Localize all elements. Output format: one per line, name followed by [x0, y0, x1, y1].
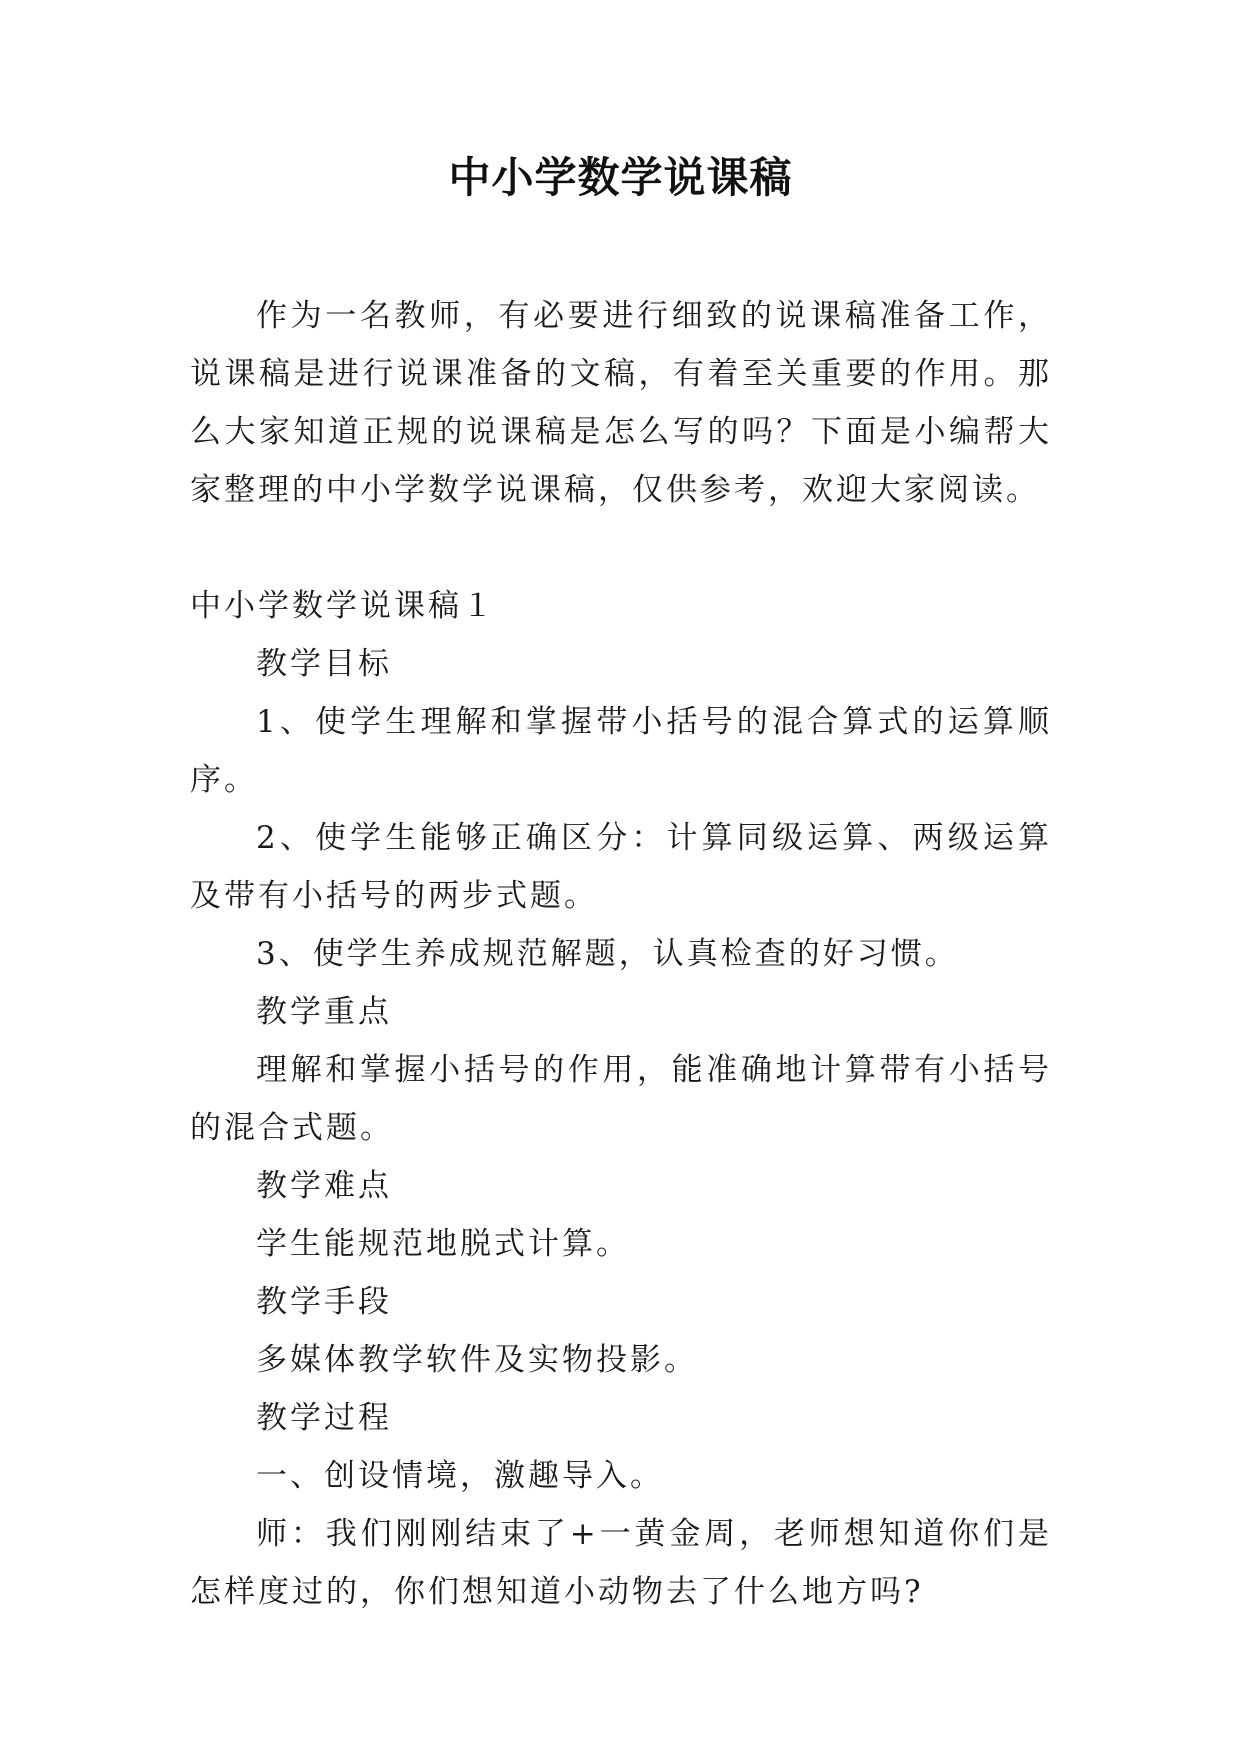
- teacher-dialogue: 师：我们刚刚结束了+一黄金周，老师想知道你们是怎样度过的，你们想知道小动物去了什么地方吗?: [190, 1516, 1052, 1610]
- subheading-objectives: 教学目标: [256, 646, 392, 682]
- difficulties-text: 学生能规范地脱式计算。: [256, 1226, 630, 1262]
- objective-3: 3、使学生养成规范解题，认真检查的好习惯。: [256, 936, 959, 972]
- means-text: 多媒体教学软件及实物投影。: [256, 1342, 698, 1378]
- objective-2: 2、使学生能够正确区分：计算同级运算、两级运算及带有小括号的两步式题。: [190, 820, 1052, 914]
- section-heading: 中小学数学说课稿１: [190, 588, 496, 624]
- key-points-text: 理解和掌握小括号的作用，能准确地计算带有小括号的混合式题。: [190, 1052, 1052, 1146]
- subheading-means: 教学手段: [256, 1284, 392, 1320]
- subheading-process: 教学过程: [256, 1400, 392, 1436]
- intro-paragraph: 作为一名教师，有必要进行细致的说课稿准备工作，说课稿是进行说课准备的文稿，有着至关重要的作用。那么大家知道正规的说课稿是怎么写的吗？下面是小编帮大家整理的中小学数学说课稿，仅供参考，欢迎大家阅读。: [190, 298, 1052, 508]
- objective-1: 1、使学生理解和掌握带小括号的混合算式的运算顺序。: [190, 704, 1052, 798]
- document-body: [190, 287, 1052, 1621]
- document-title: 中小学数学说课稿: [448, 153, 793, 202]
- subheading-key-points: 教学重点: [256, 994, 392, 1030]
- process-step-1: 一、创设情境，激趣导入。: [256, 1458, 664, 1494]
- subheading-difficulties: 教学难点: [256, 1168, 392, 1204]
